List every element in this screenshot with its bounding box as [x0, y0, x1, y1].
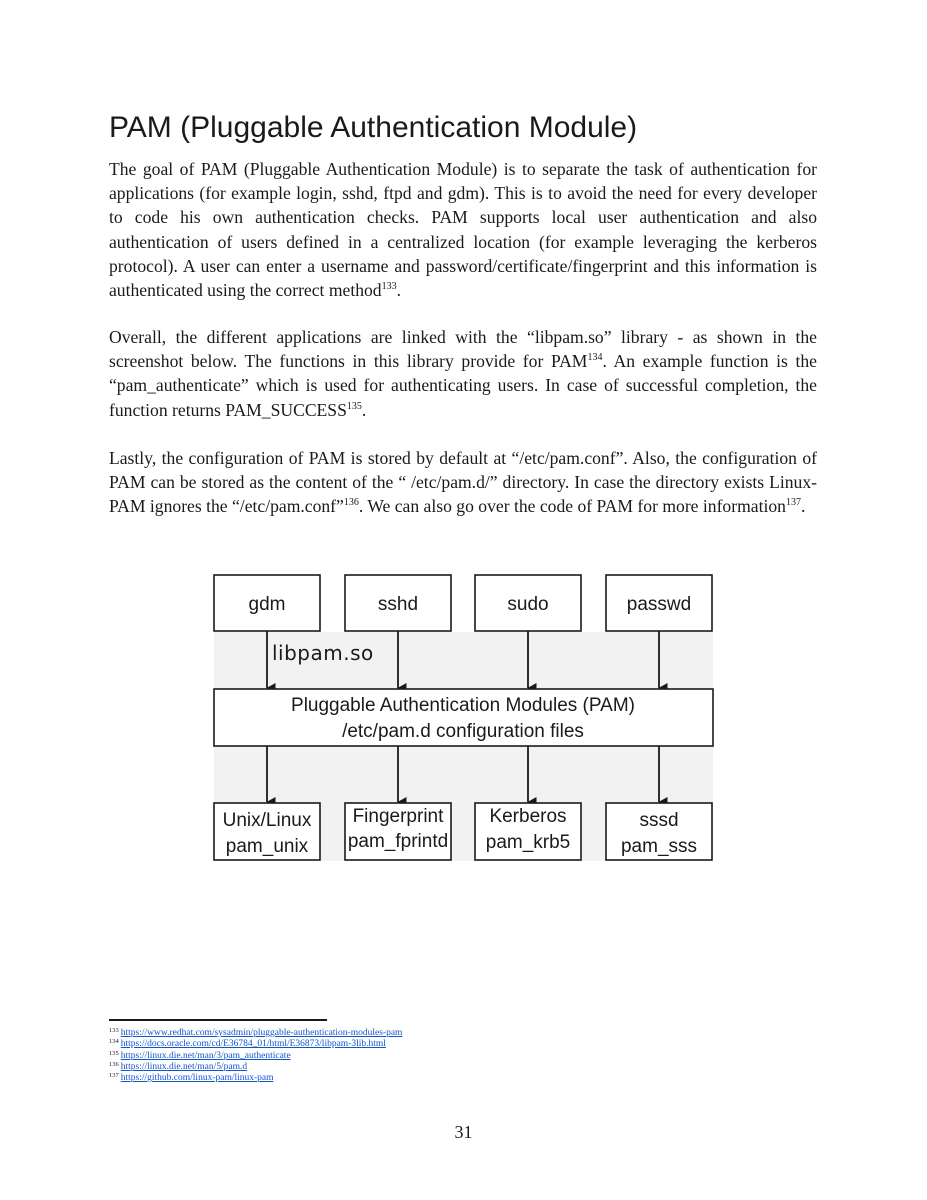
paragraph-libpam-tail: . — [361, 399, 367, 420]
module-name-unix: Unix/Linux — [222, 810, 312, 831]
paragraph-config-text-2: . We can also go over the code of PAM for more information — [358, 496, 786, 517]
footnote-number: 133 — [109, 1027, 119, 1034]
footnote-item — [109, 1062, 402, 1073]
paragraph-libpam-text-2: . An example function is the “pam_authenticate” which is used for authenticating users. In case of successful completion, the function returns PAM_SUCCESS — [109, 351, 817, 420]
module-name-kerberos: Kerberos — [489, 806, 567, 827]
module-lib-sssd: pam_sss — [620, 836, 698, 857]
page-title: PAM (Pluggable Authentication Module) — [109, 111, 638, 144]
module-lib-kerberos: pam_krb5 — [485, 832, 571, 853]
footnote-item — [109, 1073, 402, 1084]
paragraph-libpam-text-1: Overall, the different applications are linked with the “libpam.so” library - as shown in the screenshot below. The functions in this library provide for PAM — [109, 327, 817, 372]
paragraph-config-text-1: Lastly, the configuration of PAM is stored by default at “/etc/pam.conf”. Also, the configuration of PAM can be stored as the content of the “ /etc/pam.d/” directory. In case the directory exists Linux-PAM ignores the “/etc/pam.conf” — [109, 448, 817, 517]
paragraph-intro-text: The goal of PAM (Pluggable Authentication Module) is to separate the task of authentication for applications (for example login, sshd, ftpd and gdm). This is to avoid the need for every developer to code his own authentication checks. PAM supports local user authentication and also authentication of users defined in a centralized location (for example leveraging the kerberos protocol). A user can enter a username and password/certificate/fingerprint and this information is authenticated using the correct method — [109, 159, 817, 301]
footnote-number: 137 — [109, 1072, 119, 1080]
app-label-sudo: sudo — [507, 594, 549, 615]
paragraph-config-tail: . — [800, 496, 806, 517]
library-label: libpam.so — [272, 641, 374, 665]
footnote-link-134[interactable]: https://docs.oracle.com/cd/E36784_01/html/E36873/libpam-3lib.html — [120, 1039, 386, 1050]
page-number: 31 — [454, 1122, 473, 1142]
module-lib-unix: pam_unix — [225, 836, 309, 857]
footnote-list — [109, 1028, 402, 1084]
footnote-number: 134 — [109, 1038, 119, 1046]
footnote-ref-136[interactable]: 136 — [343, 497, 359, 509]
footnote-number: 135 — [109, 1049, 119, 1057]
footnote-item — [109, 1051, 402, 1062]
module-lib-fingerprint: pam_fprintd — [347, 831, 449, 852]
module-name-sssd: sssd — [639, 810, 679, 831]
paragraph-intro-tail: . — [396, 280, 402, 301]
app-label-passwd: passwd — [626, 594, 692, 615]
paragraph-config — [109, 446, 817, 519]
footnote-item — [109, 1028, 402, 1039]
footnote-link-137[interactable]: https://github.com/linux-pam/linux-pam — [120, 1073, 274, 1084]
app-label-gdm: gdm — [248, 594, 286, 615]
footnote-ref-134[interactable]: 134 — [587, 352, 603, 364]
footnote-link-133[interactable]: https://www.redhat.com/sysadmin/pluggable-authentication-modules-pam — [120, 1028, 403, 1038]
footnote-link-135[interactable]: https://linux.die.net/man/3/pam_authenticate — [120, 1050, 291, 1061]
footnote-link-136[interactable]: https://linux.die.net/man/5/pam.d — [120, 1061, 248, 1072]
footnote-separator — [109, 1019, 327, 1021]
footnote-ref-133[interactable]: 133 — [381, 281, 397, 293]
app-label-sshd: sshd — [377, 594, 419, 615]
pam-core-title: Pluggable Authentication Modules (PAM) — [291, 695, 635, 716]
footnote-ref-137[interactable]: 137 — [785, 497, 801, 509]
footnote-number: 136 — [109, 1060, 119, 1068]
paragraph-intro — [109, 157, 817, 302]
pam-core-subtitle: /etc/pam.d configuration files — [342, 721, 584, 742]
footnote-ref-135[interactable]: 135 — [346, 400, 362, 412]
module-name-fingerprint: Fingerprint — [352, 806, 444, 827]
paragraph-libpam — [109, 325, 817, 422]
footnote-item — [109, 1039, 402, 1050]
